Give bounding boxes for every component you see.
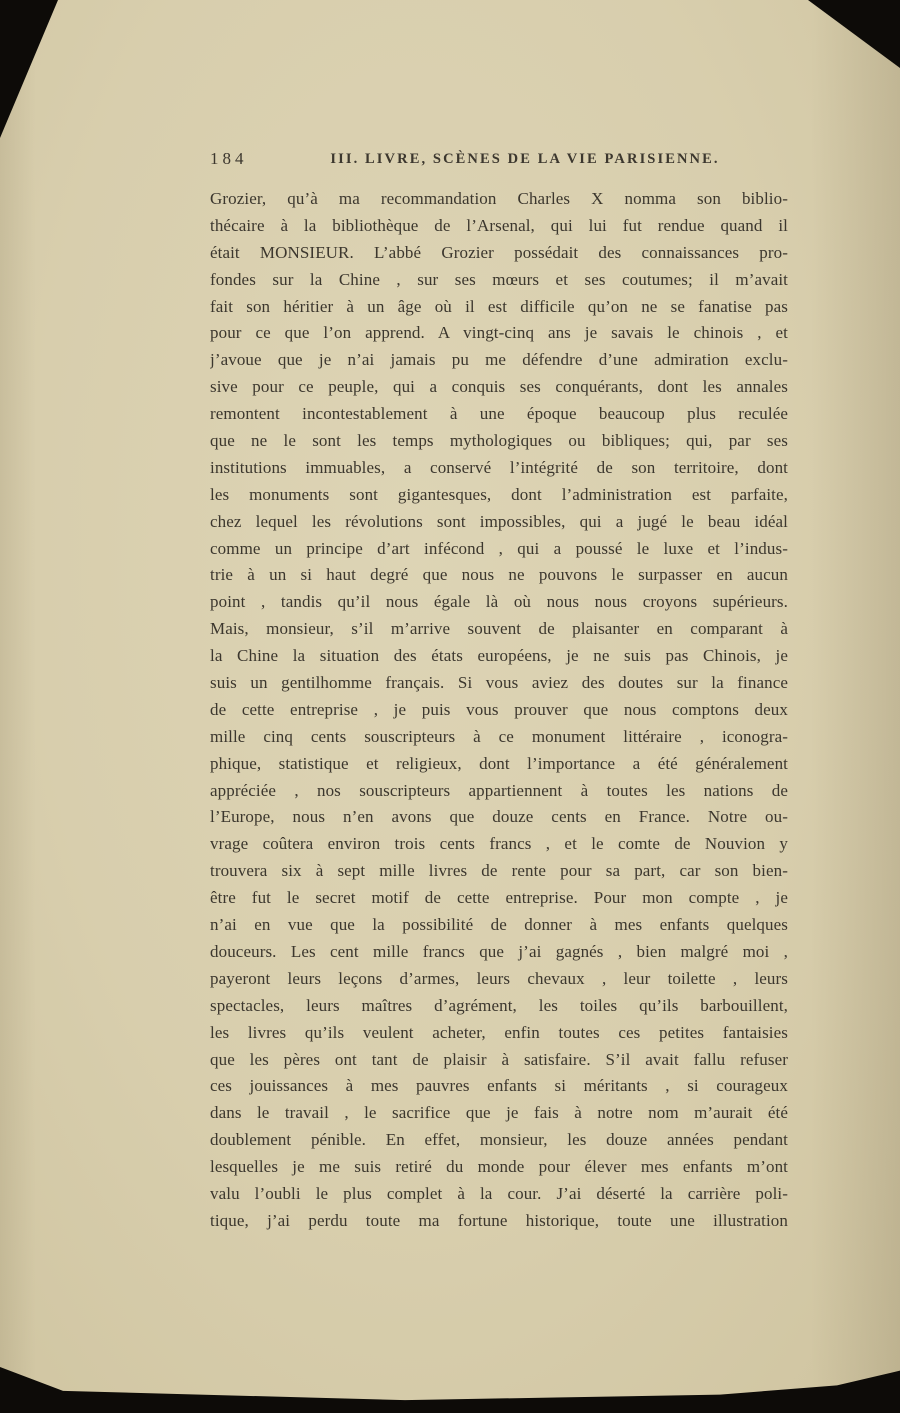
text-line: chez lequel les révolutions sont impossibles, qui a jugé le beau idéal	[210, 511, 788, 531]
text-line: que les pères ont tant de plaisir à satisfaire. S’il avait fallu refuser	[210, 1049, 788, 1069]
scan-artifact-top-left	[0, 0, 58, 138]
text-line: appréciée , nos souscripteurs appartiennent à toutes les nations de	[210, 780, 788, 800]
text-line: trouvera six à sept mille livres de rente pour sa part, car son bien-	[210, 861, 788, 881]
text-line: douceurs. Les cent mille francs que j’ai gagnés , bien malgré moi ,	[210, 941, 788, 961]
text-line: doublement pénible. En effet, monsieur, les douze années pendant	[210, 1130, 788, 1150]
text-line: institutions immuables, a conservé l’intégrité de son territoire, dont	[210, 457, 788, 477]
text-line: mille cinq cents souscripteurs à ce monument littéraire , iconogra-	[210, 726, 788, 746]
body-text	[210, 186, 788, 1235]
text-line: tique, j’ai perdu toute ma fortune historique, toute une illustration	[210, 1210, 788, 1230]
text-line: payeront leurs leçons d’armes, leurs chevaux , leur toilette , leurs	[210, 968, 788, 988]
text-line: sive pour ce peuple, qui a conquis ses conquérants, dont les annales	[210, 377, 788, 397]
text-line: j’avoue que je n’ai jamais pu me défendre d’une admiration exclu-	[210, 350, 788, 370]
text-line: que ne le sont les temps mythologiques ou bibliques; qui, par ses	[210, 431, 788, 451]
text-line: comme un principe d’art infécond , qui a poussé le luxe et l’indus-	[210, 538, 788, 558]
text-line: l’Europe, nous n’en avons que douze cents en France. Notre ou-	[210, 807, 788, 827]
text-line: les monuments sont gigantesques, dont l’administration est parfaite,	[210, 484, 788, 504]
text-line: dans le travail , le sacrifice que je fais à notre nom m’aurait été	[210, 1103, 788, 1123]
text-line: fait son héritier à un âge où il est difficile qu’on ne se fanatise pas	[210, 296, 788, 316]
text-line: ces jouissances à mes pauvres enfants si méritants , si courageux	[210, 1076, 788, 1096]
text-line: la Chine la situation des états européens, je ne suis pas Chinois, je	[210, 646, 788, 666]
scan-artifact-top-right	[808, 0, 900, 68]
text-line: Grozier, qu’à ma recommandation Charles X nomma son biblio-	[210, 189, 788, 208]
text-line: Mais, monsieur, s’il m’arrive souvent de plaisanter en comparant à	[210, 619, 788, 639]
text-line: phique, statistique et religieux, dont l’importance a été généralement	[210, 753, 788, 773]
text-line: pour ce que l’on apprend. A vingt-cinq ans je savais le chinois , et	[210, 323, 788, 343]
text-line: vrage coûtera environ trois cents francs , et le comte de Nouvion y	[210, 834, 788, 854]
text-line: thécaire à la bibliothèque de l’Arsenal, qui lui fut rendue quand il	[210, 215, 788, 235]
text-line: fondes sur la Chine , sur ses mœurs et ses coutumes; il m’avait	[210, 269, 788, 289]
text-line: remontent incontestablement à une époque beaucoup plus reculée	[210, 404, 788, 424]
page-header	[210, 149, 788, 173]
scan-artifact-bottom-edge	[0, 1367, 900, 1413]
text-line: valu l’oubli le plus complet à la cour. J’ai déserté la carrière poli-	[210, 1183, 788, 1203]
text-line: être fut le secret motif de cette entreprise. Pour mon compte , je	[210, 888, 788, 908]
text-line: trie à un si haut degré que nous ne pouvons le surpasser en aucun	[210, 565, 788, 585]
text-line: spectacles, leurs maîtres d’agrément, les toiles qu’ils barbouillent,	[210, 995, 788, 1015]
text-line: lesquelles je me suis retiré du monde pour élever mes enfants m’ont	[210, 1157, 788, 1177]
text-line: les livres qu’ils veulent acheter, enfin toutes ces petites fantaisies	[210, 1022, 788, 1042]
running-title: III. LIVRE, SCÈNES DE LA VIE PARISIENNE.	[330, 151, 720, 167]
text-line: suis un gentilhomme français. Si vous aviez des doutes sur la finance	[210, 673, 788, 693]
text-line: était MONSIEUR. L’abbé Grozier possédait des connaissances pro-	[210, 242, 788, 262]
text-line: point , tandis qu’il nous égale là où nous nous croyons supérieurs.	[210, 592, 788, 612]
text-line: de cette entreprise , je puis vous prouver que nous comptons deux	[210, 699, 788, 719]
text-line: n’ai en vue que la possibilité de donner à mes enfants quelques	[210, 915, 788, 935]
page-number: 184	[210, 149, 248, 168]
